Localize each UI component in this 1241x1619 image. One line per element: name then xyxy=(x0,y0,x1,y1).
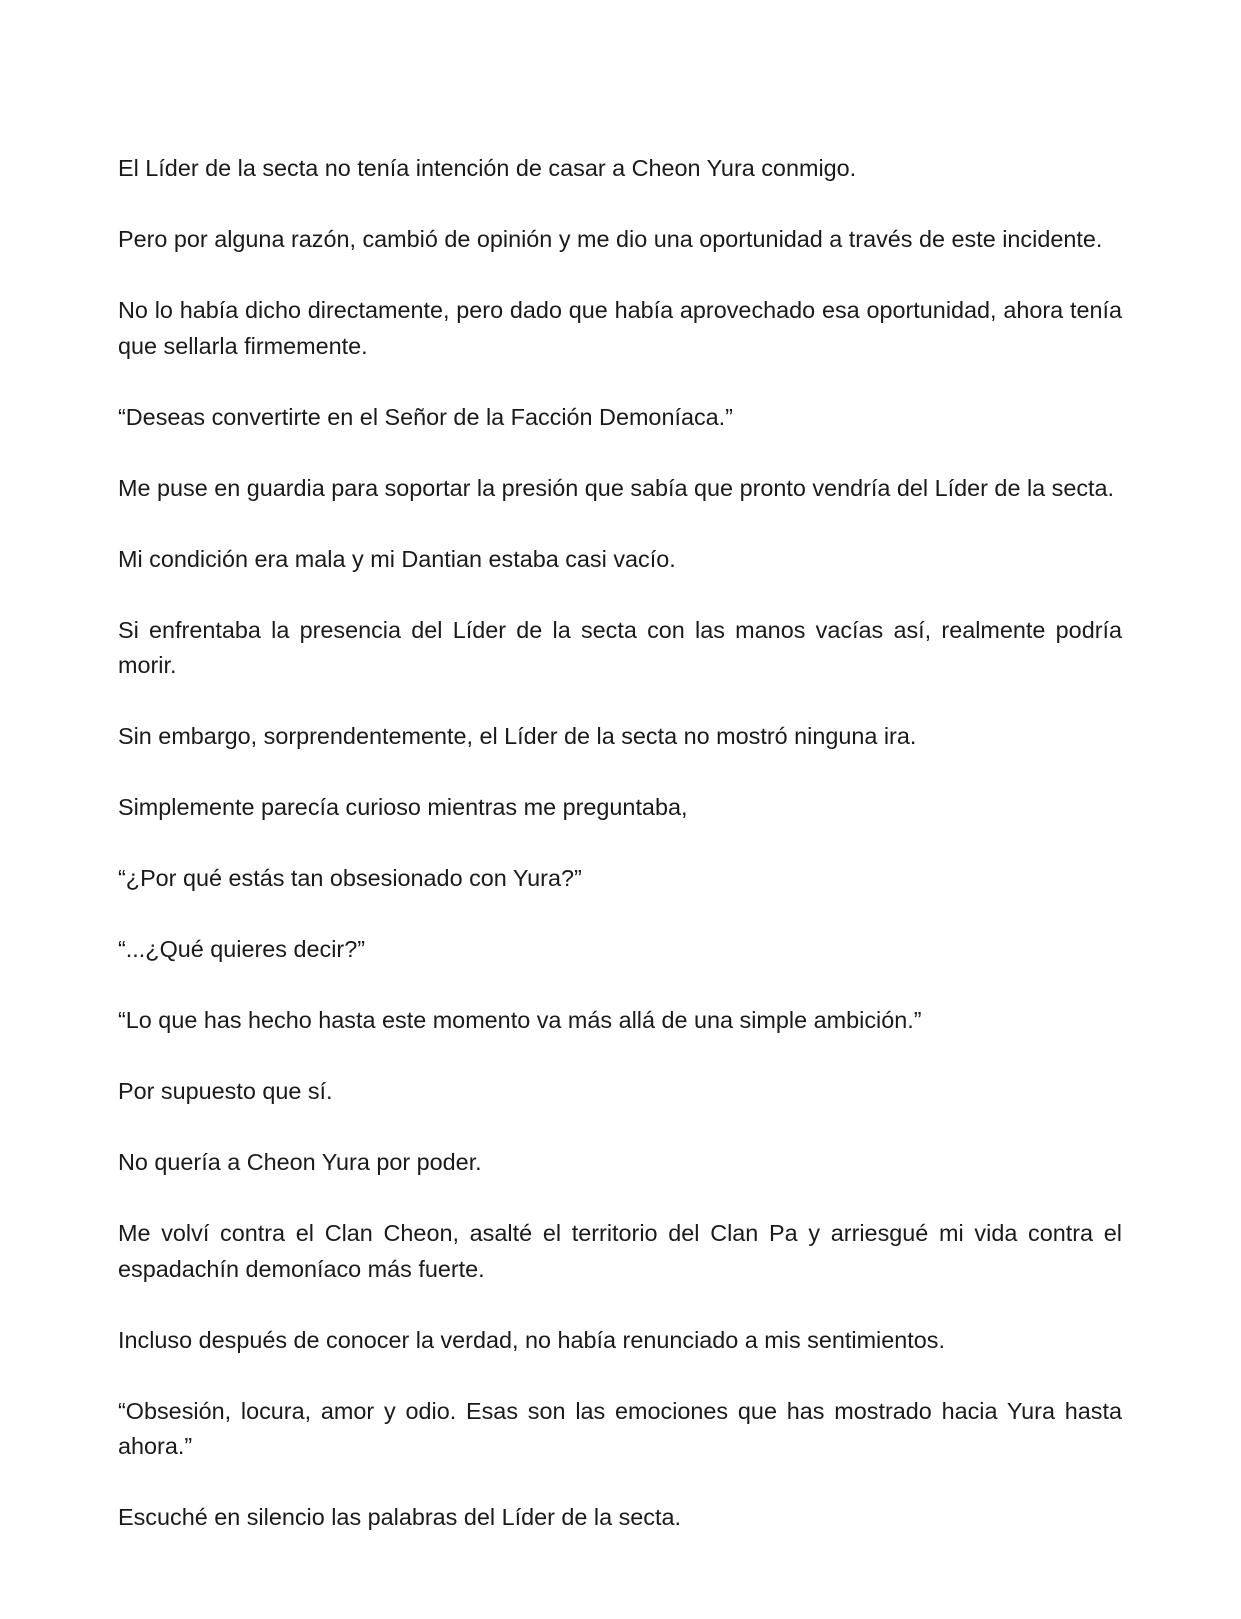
paragraph-5: Me puse en guardia para soportar la presión que sabía que pronto vendría del Líder de la secta. xyxy=(118,474,1115,501)
paragraph-11: “...¿Qué quieres decir?” xyxy=(118,936,365,962)
paragraph-7: Si enfrentaba la presencia del Líder de la secta con las manos vacías así, realmente podría morir. xyxy=(118,616,1122,678)
paragraph-10: “¿Por qué estás tan obsesionado con Yura?” xyxy=(118,865,582,891)
paragraph-15: Me volví contra el Clan Cheon, asalté el territorio del Clan Pa y arriesgué mi vida contra el espadachín demoníaco más fuerte. xyxy=(118,1220,1122,1282)
paragraph-9: Simplemente parecía curioso mientras me preguntaba, xyxy=(118,794,688,820)
paragraph-3: No lo había dicho directamente, pero dado que había aprovechado esa oportunidad, ahora tenía que sellarla firmemente. xyxy=(118,297,1122,359)
paragraph-16: Incluso después de conocer la verdad, no había renunciado a mis sentimientos. xyxy=(118,1326,945,1353)
paragraph-13: Por supuesto que sí. xyxy=(118,1078,333,1104)
paragraph-6: Mi condición era mala y mi Dantian estaba casi vacío. xyxy=(118,545,676,572)
document-body xyxy=(118,151,1122,1536)
paragraph-17: “Obsesión, locura, amor y odio. Esas son las emociones que has mostrado hacia Yura hasta ahora.” xyxy=(118,1397,1122,1459)
paragraph-14: No quería a Cheon Yura por poder. xyxy=(118,1149,482,1175)
paragraph-4: “Deseas convertirte en el Señor de la Facción Demoníaca.” xyxy=(118,403,733,430)
paragraph-18: Escuché en silencio las palabras del Líder de la secta. xyxy=(118,1504,682,1530)
paragraph-1: El Líder de la secta no tenía intención de casar a Cheon Yura conmigo. xyxy=(118,155,857,181)
paragraph-8: Sin embargo, sorprendentemente, el Líder de la secta no mostró ninguna ira. xyxy=(118,723,917,749)
paragraph-2: Pero por alguna razón, cambió de opinión y me dio una oportunidad a través de este incidente. xyxy=(118,226,1103,252)
paragraph-12: “Lo que has hecho hasta este momento va más allá de una simple ambición.” xyxy=(118,1007,922,1033)
